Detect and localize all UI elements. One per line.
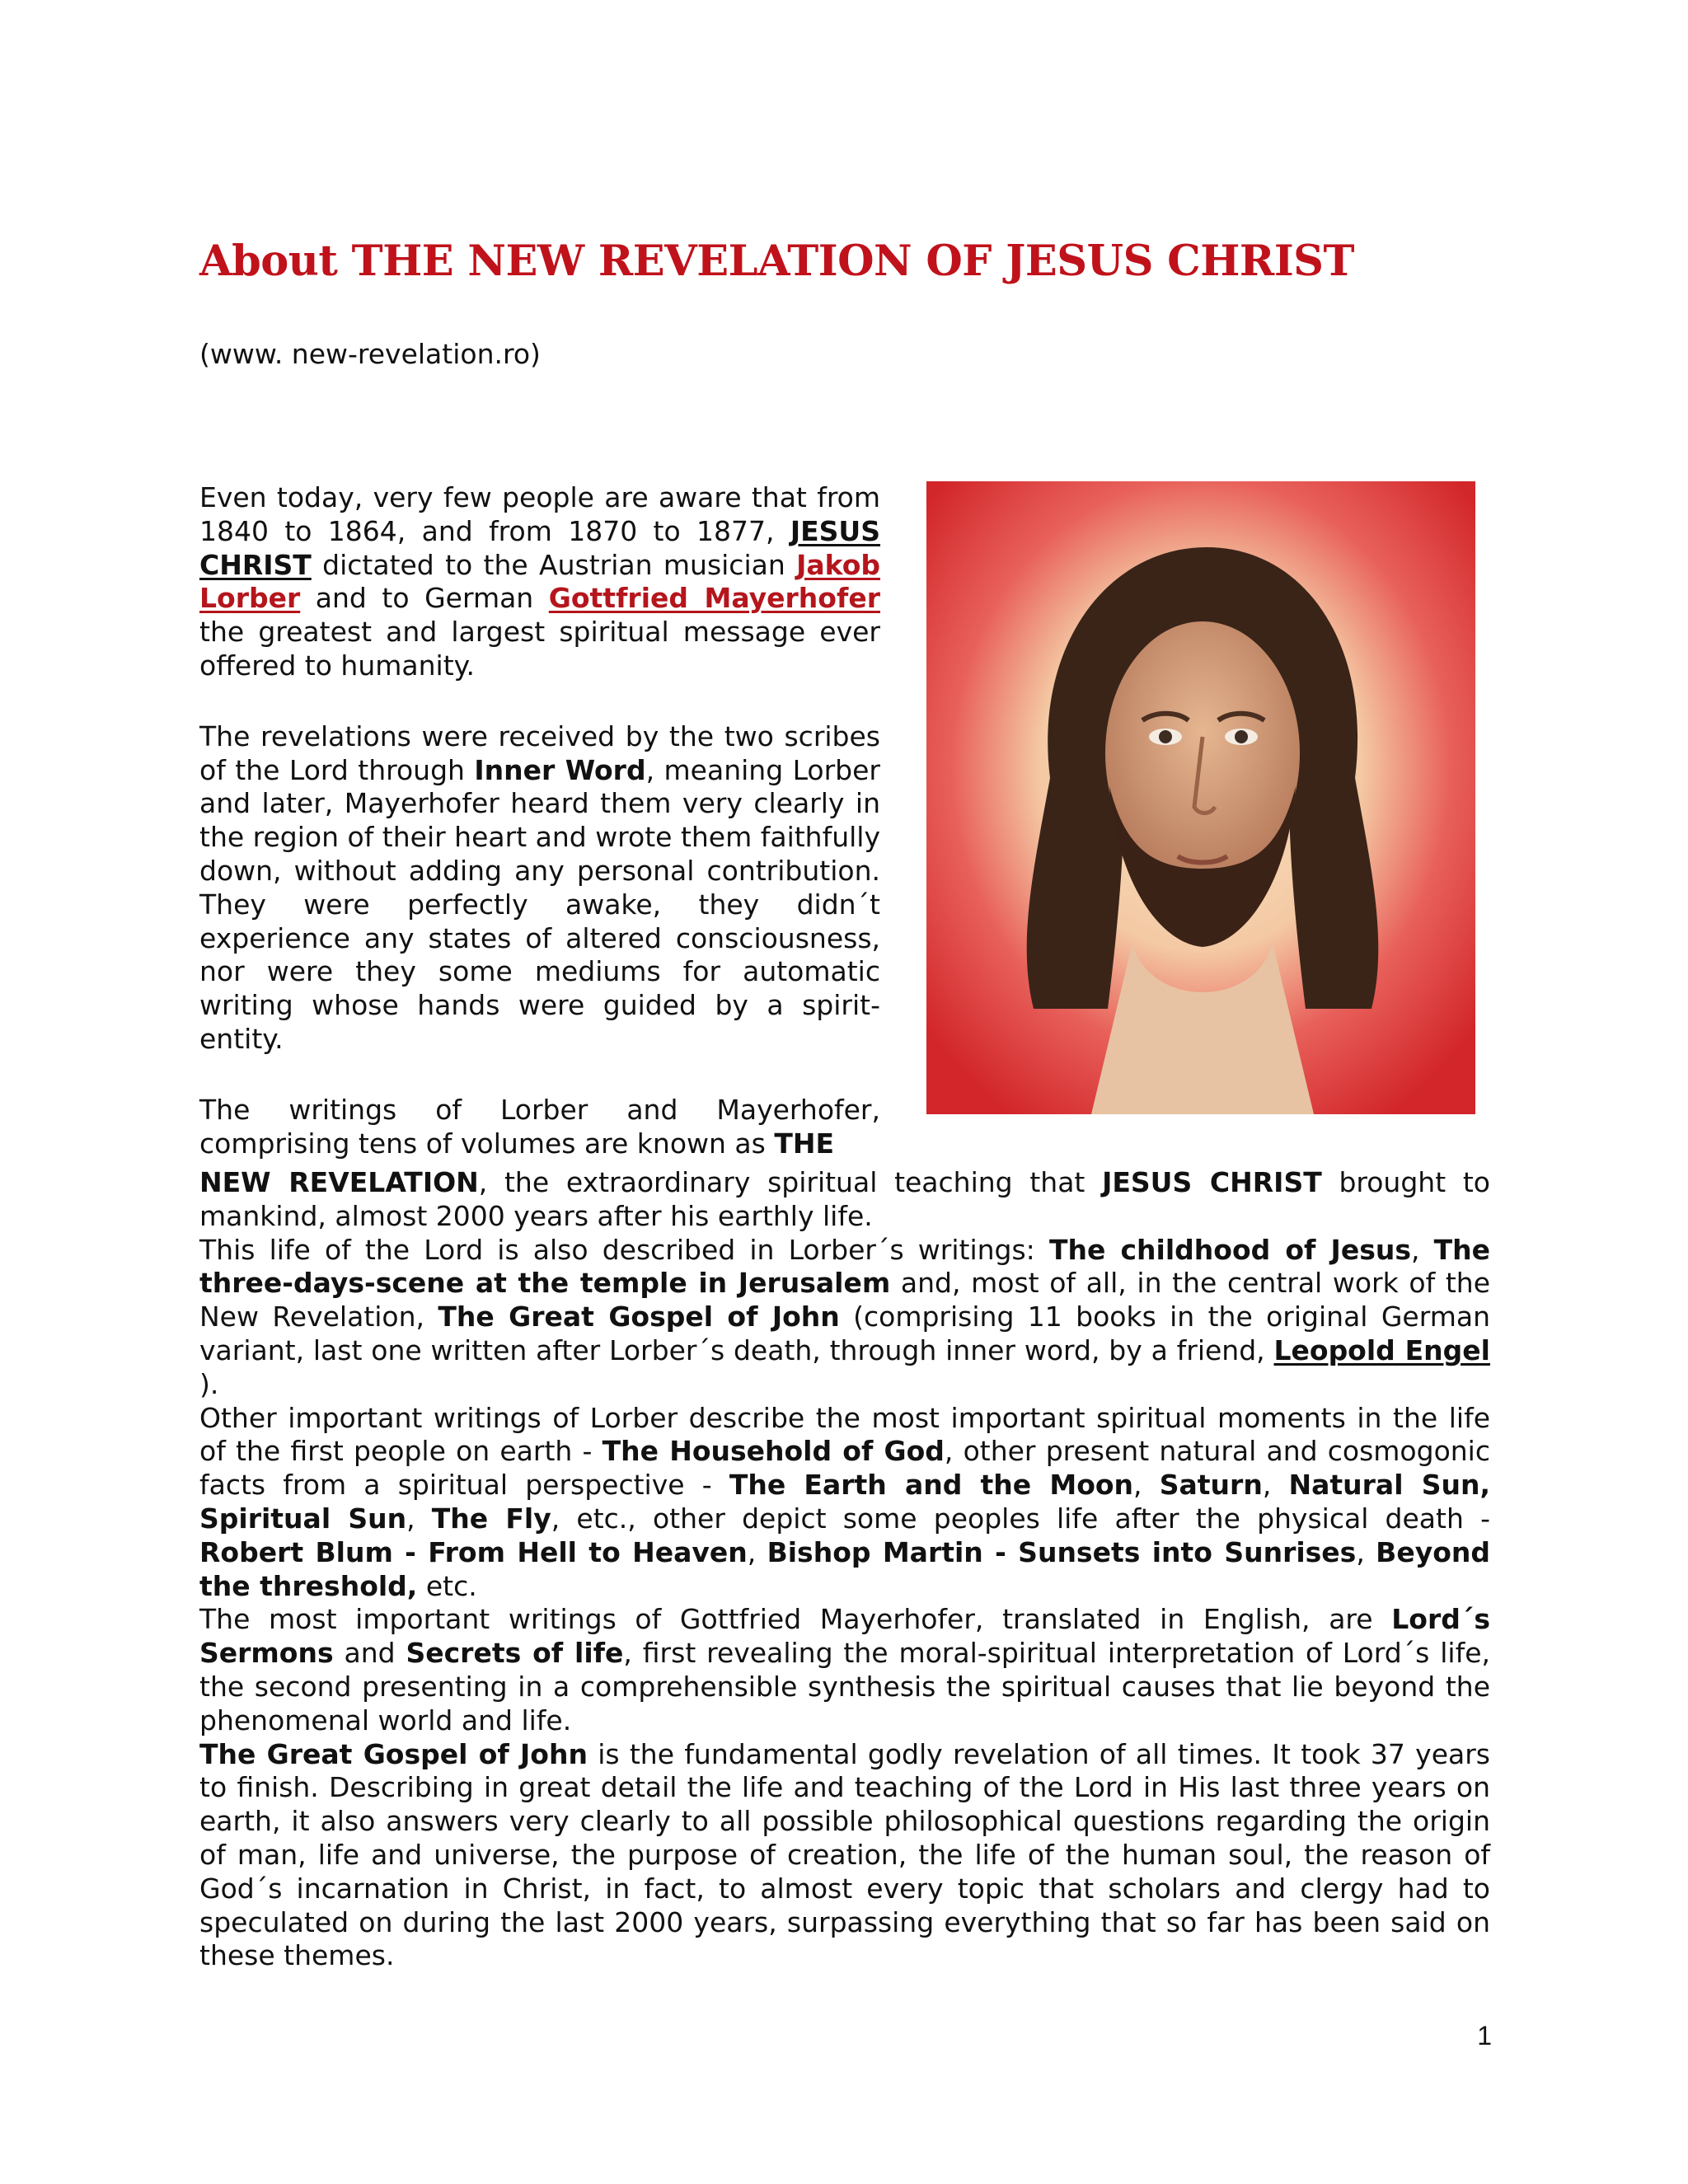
- paragraph-revelations: [199, 720, 880, 1057]
- text-run: The writings of Lorber and Mayerhofer, comprising tens of volumes are known as: [199, 1093, 880, 1160]
- text-run: ,: [1262, 1469, 1289, 1502]
- page-title: About THE NEW REVELATION OF JESUS CHRIST: [199, 237, 1354, 286]
- text-run: ,: [747, 1535, 767, 1568]
- title-earth-moon: The Earth and the Moon: [729, 1469, 1134, 1502]
- text-run: etc.: [417, 1569, 477, 1602]
- text-run: , meaning Lorber and later, Mayerhofer heard them very clearly in the region of their heart and wrote them faithfully down, without adding any personal contribution. They were perfectly awake, they didn´t experience any states of altered consciousness, nor were they some mediums for automatic writing whose hands were guided by a spirit-entity.: [199, 753, 880, 1055]
- text-run: and to German: [300, 582, 549, 615]
- gottfried-mayerhofer-link[interactable]: Gottfried Mayerhofer: [548, 582, 880, 615]
- text-run: The most important writings of Gottfried Mayerhofer, translated in English, are: [199, 1603, 1392, 1636]
- intro-column: [199, 481, 880, 1160]
- jesus-portrait-image: [926, 481, 1475, 1114]
- website-reference: (www. new-revelation.ro): [199, 338, 541, 370]
- text-run: Other important writings of Lorber describe the most important spiritual moments in the life of the first people on earth -: [199, 1401, 1490, 1468]
- text-run: ,: [1410, 1233, 1434, 1266]
- text-run: , the extraordinary spiritual teaching that: [478, 1166, 1103, 1198]
- paragraph-writings-start: [199, 1094, 880, 1161]
- text-run: is the fundamental godly revelation of all times. It took 37 years to finish. Describing in great detail the life and teaching of the Lord in His last three years on earth, it also answers very clearly to all possible philosophical questions regarding the origin of man, life and universe, the purpose of creation, the life of the human soul, the reason of God´s incarnation in Christ, in fact, to almost every topic that scholars and clergy had to speculated on during the last 2000 years, surpassing everything that so far has been said on these themes.: [199, 1737, 1490, 1972]
- title-lords-sermons: Lord´s Sermons: [199, 1603, 1490, 1670]
- title-great-gospel: The Great Gospel of John: [438, 1301, 840, 1333]
- text-run: dictated to the Austrian musician: [311, 548, 797, 581]
- paragraph-life-of-lord: [199, 1234, 1490, 1402]
- text-run: ,: [1133, 1469, 1160, 1502]
- main-text-body: [199, 1166, 1490, 1973]
- text-run: , first revealing the moral-spiritual interpretation of Lord´s life, the second presenting in a comprehensible synthesis the spiritual causes that lie beyond the phenomenal world and life.: [199, 1637, 1490, 1736]
- text-run: , etc., other depict some peoples life after the physical death -: [551, 1502, 1490, 1535]
- paragraph-other-writings: [199, 1402, 1490, 1604]
- title-great-gospel: The Great Gospel of John: [199, 1737, 588, 1770]
- page-number: 1: [1477, 2021, 1492, 2050]
- new-revelation-emphasis: NEW REVELATION: [199, 1166, 479, 1198]
- title-bishop-martin: Bishop Martin - Sunsets into Sunrises: [767, 1535, 1357, 1568]
- paragraph-intro: [199, 481, 880, 683]
- title-temple: The three-days-scene at the temple in Jerusalem: [199, 1233, 1491, 1300]
- title-saturn: Saturn: [1159, 1469, 1263, 1502]
- paragraph-great-gospel: [199, 1738, 1490, 1974]
- title-secrets-of-life: Secrets of life: [406, 1637, 624, 1670]
- jesus-christ-emphasis: JESUS CHRIST: [1102, 1166, 1322, 1198]
- title-childhood: The childhood of Jesus: [1048, 1233, 1411, 1266]
- the-emphasis: THE: [774, 1127, 834, 1160]
- jesus-christ-emphasis: JESUS CHRIST: [199, 514, 880, 581]
- text-run: ).: [199, 1367, 219, 1400]
- text-run: (comprising 11 books in the original German variant, last one written after Lorber´s death, through inner word, by a friend,: [199, 1301, 1490, 1366]
- paragraph-mayerhofer-writings: [199, 1603, 1490, 1737]
- text-run: and, most of all, in the central work of the New Revelation,: [199, 1267, 1490, 1333]
- title-the-fly: The Fly: [431, 1502, 551, 1535]
- leopold-engel-link[interactable]: Leopold Engel: [1273, 1333, 1490, 1366]
- text-run: , other present natural and cosmogonic facts from a spiritual perspective -: [199, 1435, 1490, 1502]
- text-run: ,: [1356, 1535, 1376, 1568]
- jakob-lorber-link[interactable]: Jakob Lorber: [199, 548, 880, 615]
- text-run: the greatest and largest spiritual message ever offered to humanity.: [199, 616, 880, 682]
- title-beyond-threshold: Beyond the threshold,: [199, 1535, 1491, 1602]
- title-natural-sun: Natural Sun, Spiritual Sun: [199, 1469, 1490, 1535]
- text-run: Even today, very few people are aware that from 1840 to 1864, and from 1870 to 1877,: [199, 481, 880, 547]
- text-run: brought to mankind, almost 2000 years after his earthly life.: [199, 1166, 1490, 1232]
- title-robert-blum: Robert Blum - From Hell to Heaven: [199, 1535, 748, 1568]
- text-run: The revelations were received by the two scribes of the Lord through: [199, 719, 880, 786]
- title-household: The Household of God: [602, 1435, 945, 1468]
- inner-word-emphasis: Inner Word: [474, 753, 646, 786]
- paragraph-writings-end: [199, 1166, 1490, 1234]
- text-run: and: [333, 1637, 406, 1670]
- text-run: This life of the Lord is also described in Lorber´s writings:: [199, 1233, 1049, 1266]
- text-run: ,: [406, 1502, 432, 1535]
